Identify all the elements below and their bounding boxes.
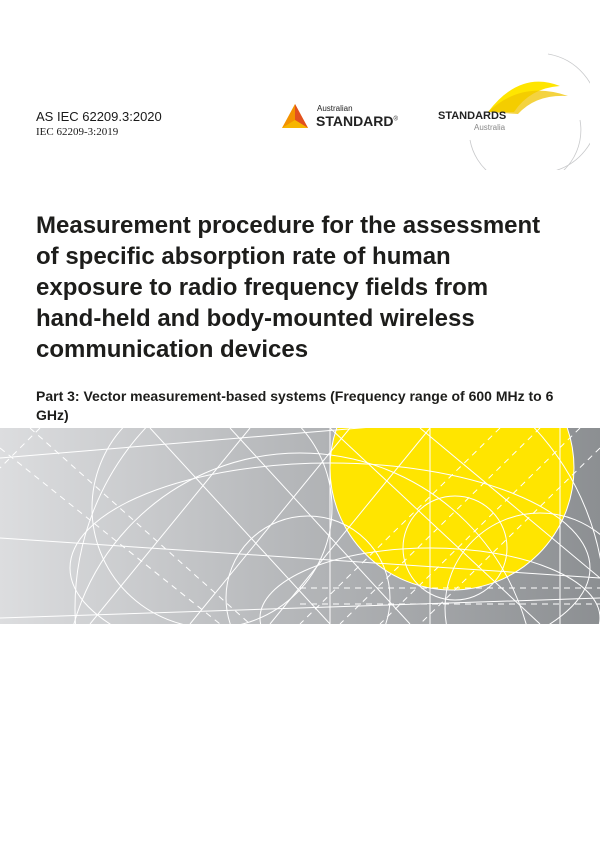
australian-standard-logo	[280, 100, 400, 136]
australian-standard-logo-small-text: Australian	[317, 104, 353, 113]
as-standard-number: AS IEC 62209.3:2020	[36, 109, 162, 124]
standards-australia-logo-big-text: STANDARDS	[438, 110, 507, 122]
australian-standard-triangle-icon	[280, 102, 310, 132]
document-subtitle: Part 3: Vector measurement-based systems (Frequency range of 600 MHz to 6 GHz)	[36, 388, 554, 423]
standards-australia-logo	[430, 50, 590, 170]
document-identifiers	[36, 108, 162, 139]
decorative-geometric-band	[0, 428, 600, 624]
standards-australia-logo-small-text: Australia	[474, 123, 506, 132]
registered-mark: ®	[393, 116, 398, 123]
document-title: Measurement procedure for the assessment of specific absorption rate of human exposure to radio frequency fields from hand-held and body-mounted wireless communication devices	[36, 212, 541, 363]
iec-standard-number: IEC 62209-3:2019	[36, 126, 119, 138]
australian-standard-logo-big-text: STANDARD®	[316, 113, 398, 129]
